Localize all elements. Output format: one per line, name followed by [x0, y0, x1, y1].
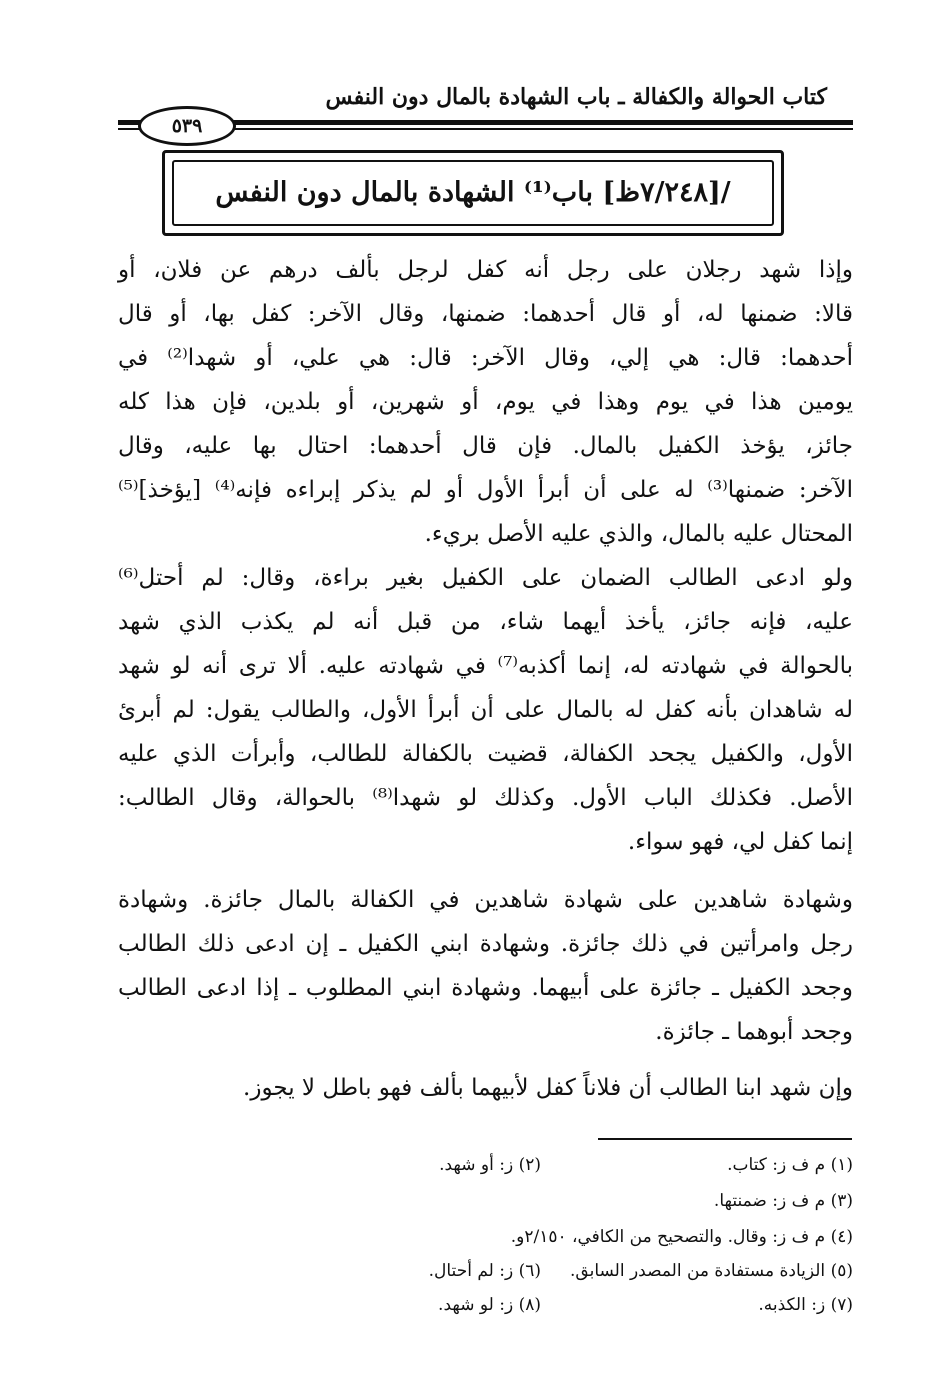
- footnote-text: ز: الكذبه.: [758, 1295, 826, 1315]
- text-line: المحتال عليه بالمال، والذي عليه الأصل بريء.: [424, 521, 853, 547]
- text-line: وشهادة شاهدين على شهادة شاهدين في الكفالة بالمال جائزة. وشهادة: [118, 887, 853, 913]
- footnote-6: [429, 1256, 541, 1286]
- text-line: أحدهما: قال: هي إلي، وقال الآخر: قال: هي علي، أو شهدا⁽²⁾ في: [118, 345, 853, 371]
- footnote-5: [570, 1256, 853, 1286]
- chapter-title: /[٧/٢٤٨ظ] باب⁽¹⁾ الشهادة بالمال دون النفس: [215, 177, 731, 208]
- footnote-number: (١): [830, 1155, 853, 1175]
- text-line: وإن شهد ابنا الطالب أن فلاناً كفل لأبيهما بألف فهو باطل لا يجوز.: [243, 1075, 853, 1101]
- text-line: وجحد أبوهما ـ جائزة.: [655, 1019, 853, 1045]
- text-line: بالحوالة في شهادته له، إنما أكذبه⁽⁷⁾ في شهادته عليه. ألا ترى أنه لو شهد: [118, 653, 853, 679]
- footnote-text: ز: لو شهد.: [438, 1295, 514, 1315]
- text-line: وإذا شهد رجلان على رجل أنه كفل لرجل بألف درهم عن فلان، أو: [118, 257, 853, 283]
- paragraph-2: [118, 556, 853, 864]
- footnote-3: [714, 1186, 853, 1216]
- paragraph-3: [118, 878, 853, 1054]
- footnote-rule: [598, 1138, 852, 1140]
- footnote-text: ز: لم أحتال.: [428, 1261, 514, 1281]
- footnote-8: [438, 1290, 541, 1320]
- footnote-number: (٧): [830, 1295, 853, 1315]
- paragraph-4: [118, 1066, 853, 1110]
- footnote-text: الزيادة مستفادة من المصدر السابق.: [570, 1261, 826, 1281]
- paragraph-1: [118, 248, 853, 556]
- text-line: له شاهدان بأنه كفل له بالمال على أن أبرأ الأول، والطالب يقول: لم أبرئ: [118, 697, 853, 723]
- footnote-number: (٥): [830, 1261, 853, 1281]
- text-line: رجل وامرأتين في ذلك جائزة. وشهادة ابني الكفيل ـ إن ادعى ذلك الطالب: [118, 931, 853, 957]
- footnote-1: [727, 1150, 853, 1180]
- text-line: عليه، فإنه جائز، يأخذ أيهما شاء، من قبل أنه لم يكذب الذي شهد: [118, 609, 853, 635]
- footnote-number: (٦): [518, 1261, 541, 1281]
- text-line: ولو ادعى الطالب الضمان على الكفيل بغير براءة، وقال: لم أحتل⁽⁶⁾: [118, 565, 853, 591]
- footnote-2: [439, 1150, 541, 1180]
- text-line: إنما كفل لي، فهو سواء.: [627, 829, 853, 855]
- text-line: قالا: ضمنها له، أو قال أحدهما: ضمنها، وقال الآخر: كفل بها، أو قال: [118, 301, 853, 327]
- running-title: كتاب الحوالة والكفالة ـ باب الشهادة بالمال دون النفس: [325, 84, 827, 110]
- footnote-text: م ف ز: وقال. والتصحيح من الكافي، ٢/١٥٠و.: [510, 1227, 826, 1247]
- text-line: الآخر: ضمنها⁽³⁾ له على أن أبرأ الأول أو لم يذكر إبراءه فإنه⁽⁴⁾ [يؤخذ]⁽⁵⁾: [118, 477, 853, 503]
- text-line: الأول، والكفيل يجحد الكفالة، قضيت بالكفالة للطالب، وأبرأت الذي عليه: [118, 741, 853, 767]
- footnote-number: (٣): [830, 1191, 853, 1211]
- footnote-number: (٢): [518, 1155, 541, 1175]
- footnote-number: (٤): [830, 1227, 853, 1247]
- text-line: يومين هذا في يوم وهذا في يوم، أو شهرين، أو بلدين، فإن هذا كله: [118, 389, 853, 415]
- page-number: ٥٣٩: [138, 106, 236, 146]
- footnote-4: [511, 1222, 853, 1252]
- footnote-text: م ف ز: ضمنتها.: [713, 1191, 826, 1211]
- text-line: وجحد الكفيل ـ جائزة على أبيهما. وشهادة ابني المطلوب ـ إذا ادعى الطالب: [118, 975, 853, 1001]
- text-line: جائز، يؤخذ الكفيل بالمال. فإن قال أحدهما: احتال بها عليه، وقال: [118, 433, 853, 459]
- footnote-text: م ف ز: كتاب.: [727, 1155, 826, 1175]
- footnote-text: ز: أو شهد.: [439, 1155, 514, 1175]
- text-line: الأصل. فكذلك الباب الأول. وكذلك لو شهدا⁽⁸⁾ بالحوالة، وقال الطالب:: [118, 785, 853, 811]
- footnote-number: (٨): [518, 1295, 541, 1315]
- footnote-7: [758, 1290, 853, 1320]
